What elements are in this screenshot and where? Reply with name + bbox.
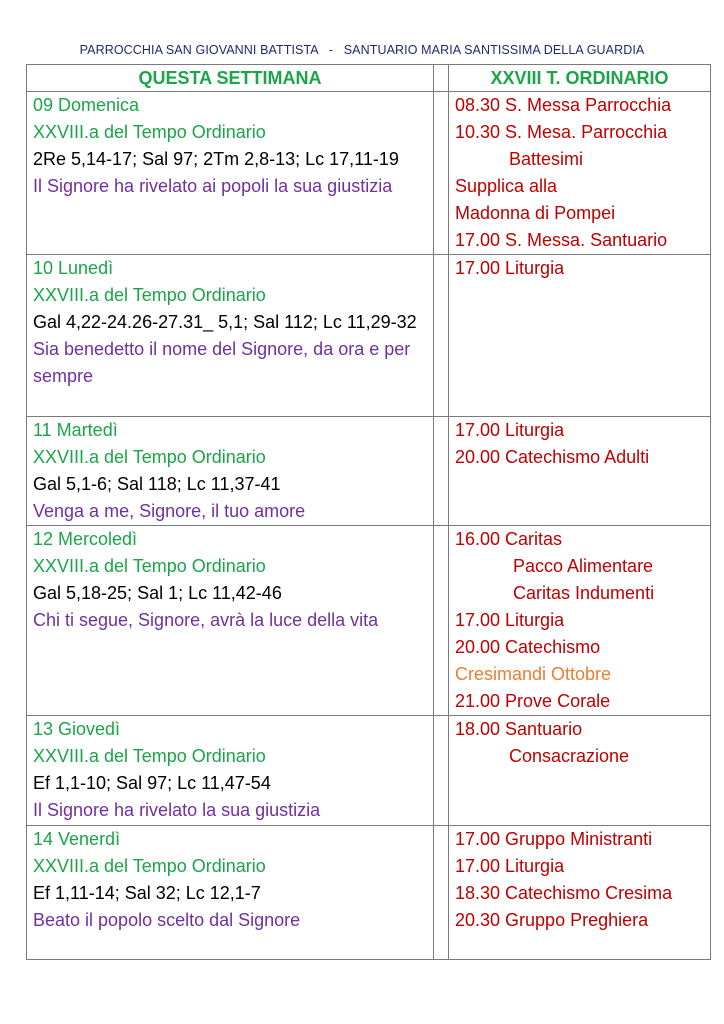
table-row: [27, 92, 711, 255]
event-item: 16.00 Caritas: [455, 529, 563, 549]
table-header-row: [27, 65, 711, 92]
day-cell: [27, 716, 434, 826]
events-cell: [449, 826, 711, 960]
event-item: 10.30 S. Mesa. Parrocchia: [455, 122, 668, 142]
gap-cell: [434, 255, 449, 417]
events-cell: [449, 92, 711, 255]
event-item: 17.00 Liturgia: [455, 420, 565, 440]
readings-text: Gal 4,22-24.26-27.31_ 5,1; Sal 112; Lc 11,29-32: [33, 312, 417, 332]
gap-cell: [434, 826, 449, 960]
day-cell: [27, 92, 434, 255]
event-item: Consacrazione: [509, 746, 630, 766]
liturgy-label: XXVIII.a del Tempo Ordinario: [33, 285, 266, 305]
event-item: 17.00 Liturgia: [455, 856, 565, 876]
psalm-text: Venga a me, Signore, il tuo amore: [33, 501, 306, 521]
liturgy-label: XXVIII.a del Tempo Ordinario: [33, 556, 266, 576]
event-item: 18.30 Catechismo Cresima: [455, 883, 673, 903]
gap-cell: [434, 92, 449, 255]
events-cell: [449, 716, 711, 826]
readings-text: Gal 5,1-6; Sal 118; Lc 11,37-41: [33, 474, 281, 494]
table-row: [27, 826, 711, 960]
day-cell: [27, 826, 434, 960]
events-cell: [449, 417, 711, 526]
psalm-text: Beato il popolo scelto dal Signore: [33, 910, 301, 930]
event-item: 20.00 Catechismo: [455, 637, 601, 657]
event-item: 17.00 Gruppo Ministranti: [455, 829, 653, 849]
column-header-gap: [434, 65, 449, 92]
psalm-text: Sia benedetto il nome del Signore, da ora e per sempre: [33, 339, 411, 386]
day-label: 14 Venerdì: [33, 829, 121, 849]
event-item: 17.00 Liturgia: [455, 610, 565, 630]
column-header-week: QUESTA SETTIMANA: [27, 65, 434, 92]
day-cell: [27, 417, 434, 526]
schedule-table: [26, 64, 711, 960]
gap-cell: [434, 417, 449, 526]
events-cell: [449, 526, 711, 716]
gap-cell: [434, 526, 449, 716]
liturgy-label: XXVIII.a del Tempo Ordinario: [33, 447, 266, 467]
readings-text: Ef 1,11-14; Sal 32; Lc 12,1-7: [33, 883, 261, 903]
day-cell: [27, 255, 434, 417]
event-item: Battesimi: [509, 149, 584, 169]
events-cell: [449, 255, 711, 417]
day-label: 11 Martedì: [33, 420, 118, 440]
liturgy-label: XXVIII.a del Tempo Ordinario: [33, 746, 266, 766]
readings-text: 2Re 5,14-17; Sal 97; 2Tm 2,8-13; Lc 17,11-19: [33, 149, 399, 169]
event-item: 18.00 Santuario: [455, 719, 583, 739]
column-header-ordinary-time: XXVIII T. ORDINARIO: [449, 65, 711, 92]
day-label: 09 Domenica: [33, 95, 140, 115]
table-row: [27, 255, 711, 417]
day-label: 10 Lunedì: [33, 258, 114, 278]
event-item: 08.30 S. Messa Parrocchia: [455, 95, 672, 115]
liturgy-label: XXVIII.a del Tempo Ordinario: [33, 122, 266, 142]
table-row: [27, 417, 711, 526]
liturgy-label: XXVIII.a del Tempo Ordinario: [33, 856, 266, 876]
event-item: 17.00 S. Messa. Santuario: [455, 230, 668, 250]
day-cell: [27, 526, 434, 716]
gap-cell: [434, 716, 449, 826]
psalm-text: Chi ti segue, Signore, avrà la luce della vita: [33, 610, 379, 630]
event-item: 20.00 Catechismo Adulti: [455, 447, 650, 467]
event-item: Madonna di Pompei: [455, 203, 616, 223]
day-label: 13 Giovedì: [33, 719, 121, 739]
event-item: Pacco Alimentare: [513, 556, 654, 576]
table-row: [27, 526, 711, 716]
event-item: 21.00 Prove Corale: [455, 691, 611, 711]
event-item: Caritas Indumenti: [513, 583, 655, 603]
readings-text: Gal 5,18-25; Sal 1; Lc 11,42-46: [33, 583, 282, 603]
event-item: Cresimandi Ottobre: [455, 664, 612, 684]
readings-text: Ef 1,1-10; Sal 97; Lc 11,47-54: [33, 773, 271, 793]
day-label: 12 Mercoledì: [33, 529, 138, 549]
event-item: Supplica alla: [455, 176, 558, 196]
table-row: [27, 716, 711, 826]
page-header: PARROCCHIA SAN GIOVANNI BATTISTA - SANTUARIO MARIA SANTISSIMA DELLA GUARDIA: [79, 43, 645, 57]
psalm-text: Il Signore ha rivelato la sua giustizia: [33, 800, 321, 820]
event-item: 17.00 Liturgia: [455, 258, 565, 278]
event-item: 20.30 Gruppo Preghiera: [455, 910, 649, 930]
psalm-text: Il Signore ha rivelato ai popoli la sua giustizia: [33, 176, 393, 196]
